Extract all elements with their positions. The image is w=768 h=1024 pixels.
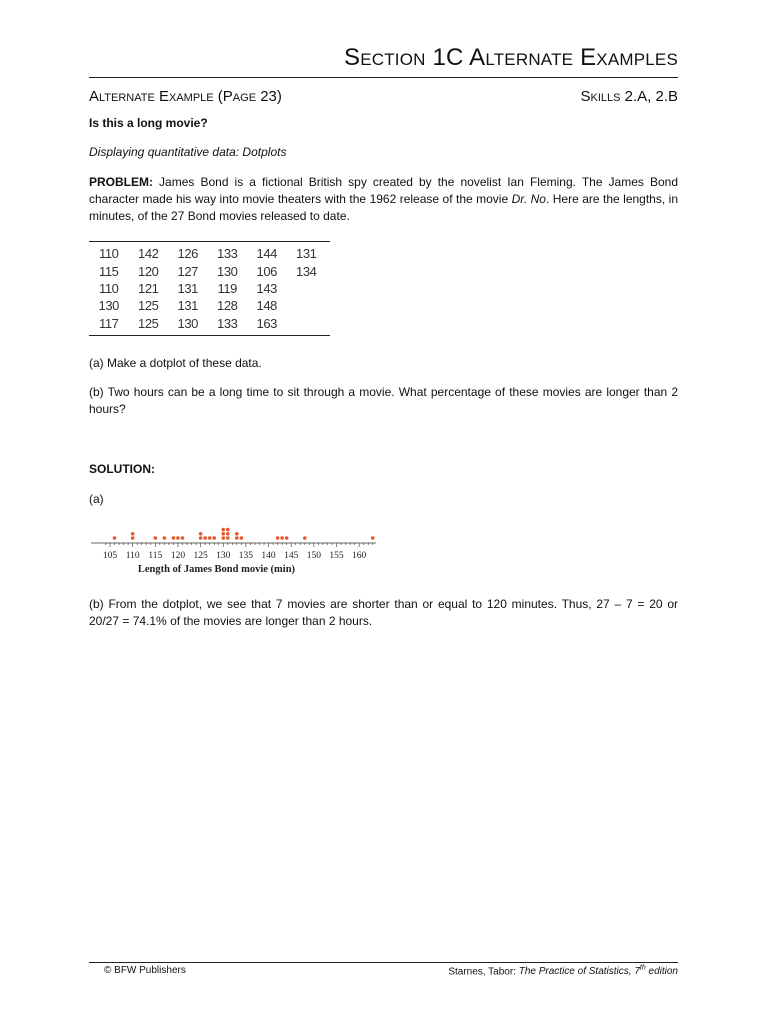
skills-label: Skills 2.A, 2.B xyxy=(580,88,678,105)
solution-part-a-label: (a) xyxy=(89,492,104,506)
part-a-question: (a) Make a dotplot of these data. xyxy=(89,356,262,370)
data-dot xyxy=(113,536,117,540)
footer-publisher: © BFW Publishers xyxy=(104,965,186,976)
table-cell: 125 xyxy=(138,298,159,314)
table-cell: 143 xyxy=(256,280,277,296)
tick-label: 105 xyxy=(102,551,118,561)
data-dot xyxy=(235,536,239,540)
data-dot xyxy=(285,536,289,540)
table-row xyxy=(89,280,326,297)
table-cell: 133 xyxy=(217,246,238,262)
section-title: Section 1C Alternate Examples xyxy=(344,44,678,71)
tick-label: 145 xyxy=(284,551,299,561)
example-heading: Alternate Example (Page 23) xyxy=(89,88,282,105)
table-cell: 131 xyxy=(296,246,317,262)
table-cell: 163 xyxy=(256,315,277,331)
problem-text-1: James Bond is a fictional British spy created by the novelist Ian Fleming. The James Bond character made his way into movie theaters with the 1962 release of the movie xyxy=(89,175,678,206)
table-cell: 130 xyxy=(217,263,238,279)
data-dot xyxy=(208,536,212,540)
tick-label: 120 xyxy=(170,551,186,561)
table-cell: 130 xyxy=(177,315,198,331)
table-row xyxy=(89,262,326,279)
data-dot xyxy=(226,528,230,532)
footer-book-title: The Practice of Statistics, 7 xyxy=(518,966,640,978)
table-cell: 131 xyxy=(177,298,198,314)
footer-edition-sup: th xyxy=(639,965,646,972)
data-dot xyxy=(131,532,135,536)
table-cell xyxy=(287,280,327,297)
data-dot xyxy=(276,536,280,540)
data-dot xyxy=(221,536,225,540)
table-cell: 130 xyxy=(98,298,119,314)
header-rule xyxy=(89,77,678,78)
data-dot xyxy=(172,536,176,540)
table-cell: 119 xyxy=(217,280,238,296)
table-cell: 125 xyxy=(138,315,159,331)
tick-label: 130 xyxy=(216,551,231,561)
tick-label: 125 xyxy=(193,551,208,561)
tick-label: 115 xyxy=(148,551,163,561)
footer-rule xyxy=(89,962,678,963)
movie-length-table xyxy=(89,241,330,336)
dotplot-chart xyxy=(89,522,389,584)
footer-authors: Starnes, Tabor: xyxy=(448,966,519,978)
data-dot xyxy=(199,532,203,536)
table-cell: 127 xyxy=(177,263,198,279)
part-b-question: (b) Two hours can be a long time to sit through a movie. What percentage of these movies are longer than 2 hours? xyxy=(89,385,678,416)
footer-citation xyxy=(448,965,678,977)
table-cell: 115 xyxy=(98,263,119,279)
movie-title: Dr. No xyxy=(511,192,546,206)
data-dot xyxy=(226,532,230,536)
problem-text-2: . Here are the lengths, in minutes, of the 27 Bond movies released to date. xyxy=(89,192,678,223)
tick-label: 135 xyxy=(238,551,254,561)
problem-paragraph xyxy=(89,174,678,225)
table-cell: 131 xyxy=(177,280,198,296)
data-dot xyxy=(226,536,230,540)
data-dot xyxy=(212,536,216,540)
table-cell xyxy=(287,297,327,314)
data-dot xyxy=(176,536,180,540)
tick-label: 150 xyxy=(306,551,321,561)
question-title: Is this a long movie? xyxy=(89,116,208,130)
data-dot xyxy=(280,536,284,540)
data-dot xyxy=(235,532,239,536)
solution-part-b: (b) From the dotplot, we see that 7 movies are shorter than or equal to 120 minutes. Thus, 27 – 7 = 20 or 20/27 = 74.1% of the movies are longer than 2 hours. xyxy=(89,597,678,628)
subtitle: Displaying quantitative data: Dotplots xyxy=(89,145,287,159)
data-dot xyxy=(371,536,375,540)
data-dot xyxy=(131,536,135,540)
table-cell: 117 xyxy=(98,315,119,331)
tick-label: 110 xyxy=(125,551,140,561)
table-row xyxy=(89,315,326,332)
tick-label: 140 xyxy=(261,551,276,561)
table-cell: 110 xyxy=(98,280,119,296)
table-cell: 128 xyxy=(217,298,238,314)
table-bottom-rule xyxy=(89,335,330,336)
table-row xyxy=(89,297,326,314)
table-cell: 148 xyxy=(256,298,277,314)
footer-edition-word: edition xyxy=(645,966,678,978)
data-dot xyxy=(303,536,307,540)
table-cell: 126 xyxy=(177,246,198,262)
tick-label: 155 xyxy=(329,551,344,561)
table-cell: 142 xyxy=(138,246,159,262)
table-cell: 120 xyxy=(138,263,159,279)
x-axis-label: Length of James Bond movie (min) xyxy=(137,564,296,575)
data-dot xyxy=(203,536,207,540)
table-cell: 106 xyxy=(256,263,277,279)
table-cell: 121 xyxy=(138,280,159,296)
table-cell: 134 xyxy=(296,263,317,279)
data-dot xyxy=(181,536,185,540)
data-dot xyxy=(240,536,244,540)
table-top-rule xyxy=(89,241,330,242)
data-dot xyxy=(199,536,203,540)
data-grid xyxy=(89,245,326,332)
data-dot xyxy=(221,532,225,536)
table-row xyxy=(89,245,326,262)
table-cell: 110 xyxy=(98,246,119,262)
problem-label: PROBLEM: xyxy=(89,175,153,189)
table-cell: 133 xyxy=(217,315,238,331)
solution-label: SOLUTION: xyxy=(89,462,155,476)
table-cell: 144 xyxy=(256,246,277,262)
data-dot xyxy=(154,536,158,540)
data-dot xyxy=(163,536,167,540)
data-dot xyxy=(221,528,225,532)
table-cell xyxy=(287,315,327,332)
tick-label: 160 xyxy=(352,551,367,561)
